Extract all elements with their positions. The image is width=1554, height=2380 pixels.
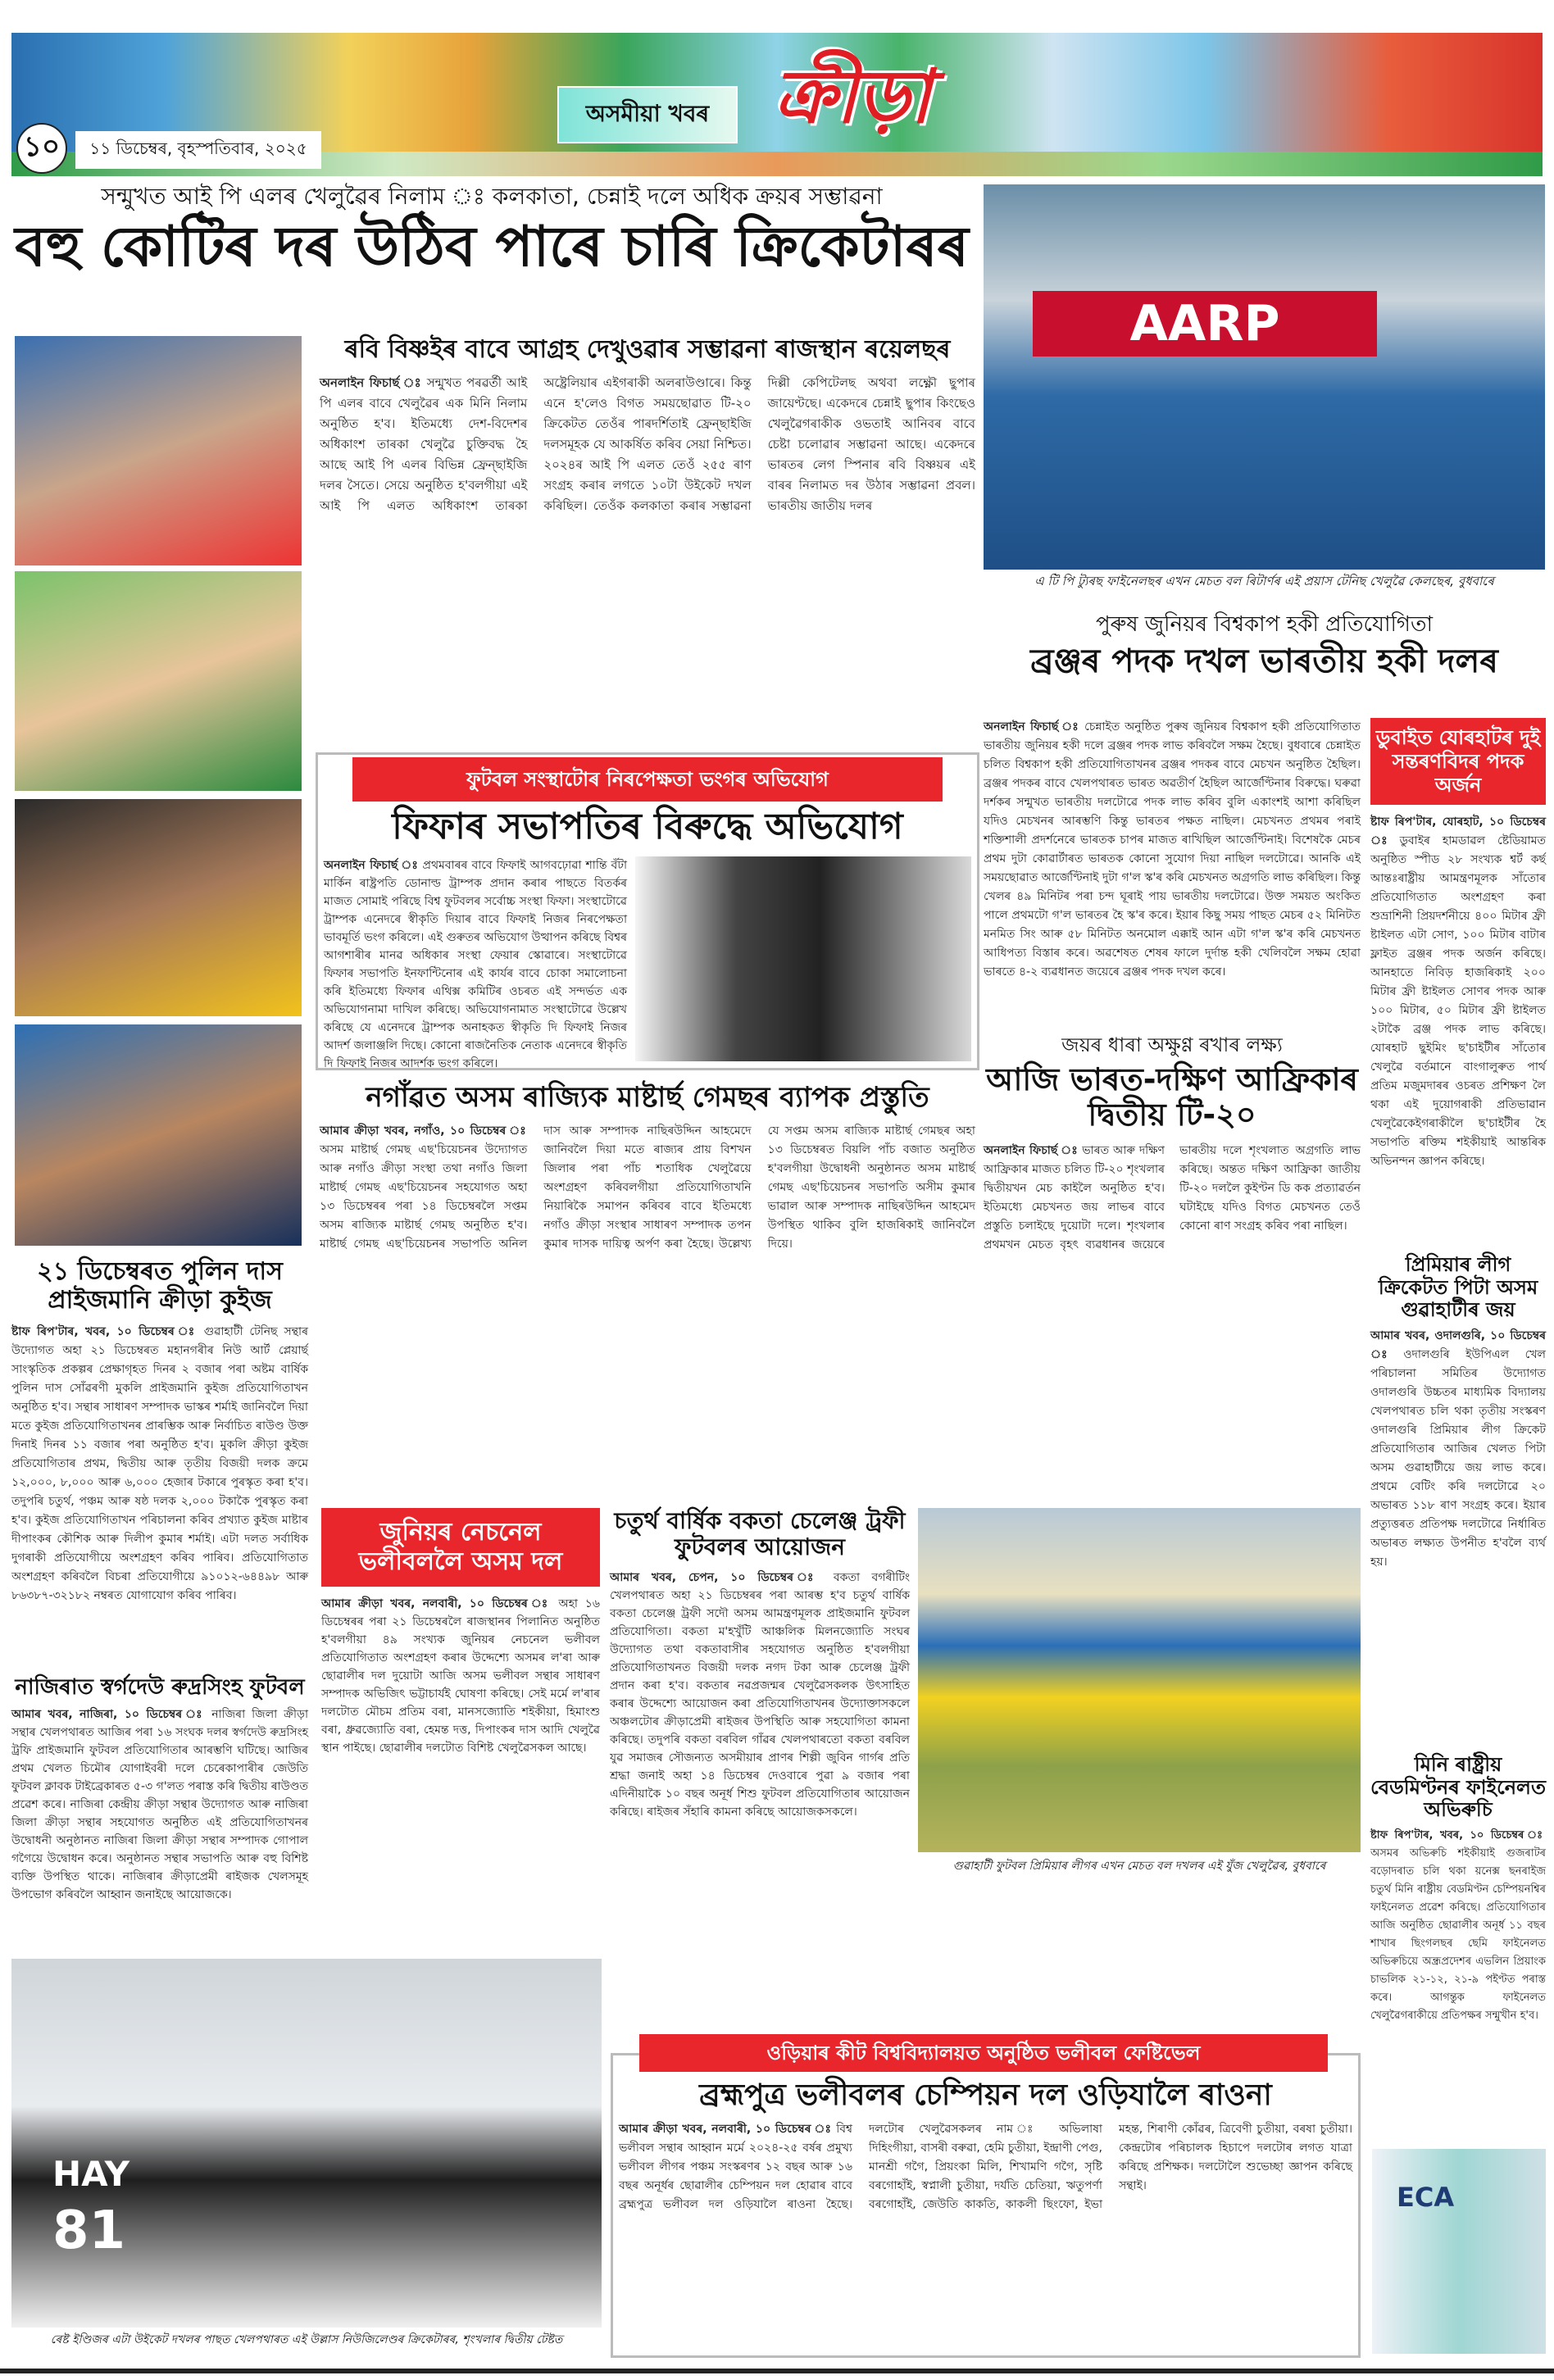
odisha-banner: ওড়িয়াৰ কীট বিশ্ববিদ্যালয়ত অনুষ্ঠিত ভলীবল ফেষ্টিভেল <box>639 2034 1328 2072</box>
badminton-block <box>1370 1754 1546 2143</box>
t20-headline: আজি ভাৰত-দক্ষিণ আফ্ৰিকাৰ দ্বিতীয় টি-২০ <box>986 1061 1358 1133</box>
bokota-headline: চতুৰ্থ বাৰ্ষিক বকতা চেলেঞ্জ ট্ৰফী ফুটবলৰ আয়োজন <box>614 1507 906 1561</box>
junior-volleyball-block <box>321 1508 600 1951</box>
premier-league-body <box>1370 1327 1546 1720</box>
t20-kicker: জয়ৰ ধাৰা অক্ষুণ্ণ ৰখাৰ লক্ষ্য <box>1061 1033 1283 1056</box>
cricket-photo <box>11 1959 602 2328</box>
fifa-content <box>324 856 971 1070</box>
football-caption: গুৱাহাটী ফুটবল প্ৰিমিয়াৰ লীগৰ এখন মেচত বল দখলৰ এই যুঁজ খেলুৱৈৰ, বুধবাৰে <box>952 1860 1326 1873</box>
badminton-body-text: অসমৰ অভিৰুচি শইকীয়াই গুজৰাটৰ বড়োদৰাত চলি থকা য়নেক্স ছনৰাইজ চতুৰ্থ মিনি ৰাষ্ট্ৰীয় বেডমিণ্টন চেম্পিয়নশ্বিৰ ফাইনেলত প্ৰৱেশ কৰিছে। প্ৰতিযোগিতাৰ আজি অনুষ্ঠিত ছোৱালীৰ অনূৰ্ধ ১১ বছৰ শাখাৰ ছিংগলছৰ ছেমি ফাইনেলত অভিৰুচিয়ে অন্ধ্ৰপ্ৰদেশৰ এভলিন প্ৰিয়াংক চাভলিক ২১-১২, ২১-৯ পইণ্টত পৰাস্ত কৰে। আগন্তুক ফাইনেলত খেলুৱৈগৰাকীয়ে প্ৰতিপক্ষৰ সন্মুখীন হ'ব। <box>1370 1846 1546 2022</box>
nazira-body <box>11 1706 308 1919</box>
premier-league-block <box>1370 1254 1546 1746</box>
nagaon-body-text: অসম মাষ্টাৰ্ছ গেমছ এছ'চিয়েচনৰ উদ্যোগত আৰু নগাঁও ক্ৰীড়া সংস্থা তথা নগাঁও জিলা মাষ্টাৰ্ছ গেমছ এছ'চিয়েচনৰ সহযোগত অহা ১৩ ডিচেম্বৰৰ পৰা ১৪ ডিচেম্বৰলৈ সপ্তম অসম ৰাজ্যিক মাষ্টাৰ্ছ গেমছ অনুষ্ঠিত হ'ব। মাষ্টাৰ্ছ গেমছ এছ'চিয়েচনৰ সভাপতি অনিল দাস আৰু সম্পাদক নাছিৰউদ্দিন আহমেদে জানিবলৈ দিয়া মতে ৰাজ্যৰ প্ৰায় বিশখন জিলাৰ পৰা পাঁচ শতাধিক খেলুৱৈয়ে অংশগ্ৰহণ কৰিবলগীয়া প্ৰতিযোগিতাখনি নিয়াৰিকৈ সমাপন কৰিবৰ বাবে ইতিমধ্যে নগাঁও ক্ৰীড়া সংস্থাৰ সাধাৰণ সম্পাদক তপন কুমাৰ দাসক দায়িত্ব অৰ্পণ কৰা হৈছে। উল্লেখ্য যে সপ্তম অসম ৰাজ্যিক মাষ্টাৰ্ছ গেমছৰ অহা ১৩ ডিচেম্বৰত বিয়লি পাঁচ বজাত অনুষ্ঠিত হ'বলগীয়া উদ্বোধনী অনুষ্ঠানত অসম মাষ্টাৰ্ছ গেমছ এছ'চিয়েচনৰ সভাপতি অসীম কুমাৰ ভাৱাল আৰু সম্পাদক নাছিৰউদ্দিন আহমেদ উপস্থিত থাকিব বুলি হাজৰিকাই জানিবলৈ দিয়ে। <box>320 1124 975 1251</box>
bokota-body-text: বকতা বগৰীটিং খেলপথাৰত অহা ২১ ডিচেম্বৰৰ পৰা আৰম্ভ হ'ব চতুৰ্থ বাৰ্ষিক বকতা চেলেঞ্জ ট্ৰফী সদৌ অসম আমন্ত্ৰণমূলক প্ৰাইজমানি ফুটবল প্ৰতিযোগিতা। বকতা ম'হখুঁটি আঞ্চলিক মিলনজ্যোতি সংঘৰ উদ্যোগত তথা বকতাবাসীৰ সহযোগত অনুষ্ঠিত হ'বলগীয়া প্ৰতিযোগিতাখনত বিজয়ী দলক নগদ টকা আৰু চেলেঞ্জ ট্ৰফী প্ৰদান কৰা হ'ব। বকতাৰ নৱপ্ৰজন্মৰ খেলুৱৈসকলক উৎসাহিত কৰাৰ উদ্দেশ্যে আয়োজন কৰা প্ৰতিযোগিতাখনৰ উদ্যোক্তাসকলে অঞ্চলটোৰ ক্ৰীড়াপ্ৰেমী ৰাইজৰ উপস্থিতি আৰু সহযোগিতা কামনা কৰিছে। তদুপৰি বকতা বৰবিল গাঁৱৰ খেলপথাৰতো বকতা বৰবিল যুৱ সমাজৰ সৌজন্যত অসমীয়াৰ প্ৰাণৰ শিল্পী জুবিন গাৰ্গৰ প্ৰতি শ্ৰদ্ধা জনাই অহা ১৪ ডিচেম্বৰ দেওবাৰে পুৱা ৯ বজাৰ পৰা এদিনীয়াকৈ ১০ বছৰ অনূৰ্ধ শিশু ফুটবল প্ৰতিযোগিতাৰ আয়োজন কৰিছে। ৰাইজৰ সঁহাৰি কামনা কৰিছে আয়োজকসকলে। <box>610 1571 910 1819</box>
jersey-number: 81 <box>52 2201 126 2261</box>
player-photo-4 <box>15 1024 302 1246</box>
cricket-caption: ৰেষ্ট ইণ্ডিজৰ এটা উইকেট দখলৰ পাছত খেলপথাৰত এই উল্লাস নিউজিলেণ্ডৰ ক্ৰিকেটাৰৰ, শৃংখলাৰ দ্বিতীয় টেষ্টত <box>50 2333 563 2346</box>
football-photo <box>918 1508 1361 1852</box>
lead-headline: বহু কোটিৰ দৰ উঠিব পাৰে চাৰি ক্ৰিকেটাৰৰ <box>15 215 969 279</box>
lead-kicker: সন্মুখত আই পি এলৰ খেলুৱৈৰ নিলাম ঃ কলকাতা, চেন্নাই দলে অধিক ক্ৰয়ৰ সম্ভাৱনা <box>101 183 883 210</box>
bokota-dateline: আমাৰ খবৰ, চেপন, ১০ ডিচেম্বৰ ঃ <box>610 1571 822 1585</box>
lead-body <box>320 373 975 734</box>
odisha-block <box>619 2078 1352 2352</box>
odisha-body-text: বিশ্ব ভলীবল সন্থাৰ আহ্বান মৰ্মে ২০২৪-২৫ বৰ্ষৰ প্ৰমুখ্য ভলীবল লীগৰ পঞ্চম সংস্কৰণৰ ১২ বছৰ আৰু ১৬ বছৰ অনূৰ্ধৰ ছোৱালীৰ চেম্পিয়ন দল হোৱাৰ বাবে ব্ৰহ্মপুত্ৰ ভলীবল দল ওড়িযালৈ ৰাওনা হৈছে। দলটোৰ খেলুৱৈসকলৰ নাম ঃ অভিলাষা দিহিংগীয়া, বাসৰী বৰুৱা, হেমি চুতীয়া, ইন্দ্ৰাণী পেগু, মানশ্ৰী গগৈ, প্ৰিয়ংকা মিলি, শিখামণি গগৈ, সৃষ্টি বৰগোহাঁই, স্বপ্নালী চুতীয়া, দৰ্যতি চেতিয়া, ঋতুপৰ্ণা বৰগোহাঁই, জেউতি কাকতি, কাকলী ছিংফো, ইভা মহন্ত, শিৰাণী কোঁৱৰ, ত্ৰিবেণী চুতীয়া, বৰষা চুতীয়া। কেন্দ্ৰটোৰ পৰিচালক হিচাপে দলটোৰ লগত যাত্ৰা কৰিছে প্ৰশিক্ষক। দলটোলৈ শুভেচ্ছা জ্ঞাপন কৰিছে সন্থাই। <box>619 2123 1352 2212</box>
quiz-dateline: ষ্টাফ ৰিপ'টাৰ, খবৰ, ১০ ডিচেম্বৰ ঃ <box>11 1325 198 1338</box>
hockey-header <box>984 613 1545 711</box>
eca-logo: ECA <box>1397 2182 1455 2213</box>
lead-body-text: সন্মুখত পৰৱৰ্তী আই পি এলৰ বাবে খেলুৱৈৰ এক মিনি নিলাম অনুষ্ঠিত হ'ব। ইতিমধ্যে দেশ-বিদেশৰ অধিকাংশ তাৰকা খেলুৱৈ চুক্তিবদ্ধ হৈ আছে আই পি এলৰ বিভিন্ন ফ্ৰেন্ছাইজি দলৰ সৈতে। সেয়ে অনুষ্ঠিত হ'বলগীয়া এই আই পি এলত অধিকাংশ তাৰকা অষ্ট্ৰেলিয়াৰ এইগৰাকী অলৰাউণ্ডাৰে। কিন্তু এনে হ'লেও বিগত সময়ছোৱাত টি-২০ ক্ৰিকেটত তেওঁৰ পাৰদৰ্শিতাই ফ্ৰেন্ছাইজি দলসমূহক যে আকৰ্ষিত কৰিব সেয়া নিশ্চিত। ২০২৪ৰ আই পি এলত তেওঁ ২৫৫ ৰাণ সংগ্ৰহ কৰাৰ লগতে ১০টা উইকেট দখল কৰিছিল। তেওঁক কলকাতা কৰাৰ সম্ভাৱনা দিল্লী কেপিটেলছ অথবা লক্ষ্ণৌ ছুপাৰ জায়েণ্টছে। একেদৰে চেন্নাই ছুপাৰ কিংছেও খেলুৱৈগৰাকীক ওভতাই আনিবৰ বাবে চেষ্টা চলোৱাৰ সম্ভাৱনা আছে। একেদৰে ভাৰতৰ লেগ স্পিনাৰ ৰবি বিষ্ণয়ৰ এই বাৰৰ নিলামত দৰ উঠাৰ সম্ভাৱনা প্ৰবল। ভাৰতীয় জাতীয় দলৰ <box>320 375 975 513</box>
hockey-kicker: পুৰুষ জুনিয়ৰ বিশ্বকাপ হকী প্ৰতিযোগিতা <box>1095 612 1434 637</box>
issue-date: ১১ ডিচেম্বৰ, বৃহস্পতিবাৰ, ২০২৫ <box>75 131 321 169</box>
section-logo: ক্ৰীড়া <box>774 54 931 140</box>
publication-name: অসমীয়া খবৰ <box>557 86 738 143</box>
quiz-headline: ২১ ডিচেম্বৰত পুলিন দাস প্ৰাইজমানি ক্ৰীড়া কুইজ <box>37 1257 283 1315</box>
fifa-photo <box>635 856 971 1061</box>
tennis-caption: এ টি পি ট্যুৰছ ফাইনেলছৰ এখন মেচত বল ৰিটাৰ্ণৰ এই প্ৰয়াস টেনিছ খেলুৱৈ কেলছেৰ, বুধবাৰে <box>1034 574 1494 588</box>
nagaon-body <box>320 1122 975 1483</box>
tennis-banner: AARP <box>1033 291 1377 357</box>
t20-body <box>984 1142 1361 1412</box>
junior-volleyball-dateline: আমাৰ ক্ৰীড়া খবৰ, নলবাৰী, ১০ ডিচেম্বৰ ঃ <box>321 1597 552 1610</box>
hockey-headline: ব্ৰঞ্জৰ পদক দখল ভাৰতীয় হকী দলৰ <box>1030 642 1498 680</box>
jersey-name: HAY <box>52 2154 130 2194</box>
t20-block <box>984 1034 1361 1444</box>
badminton-photo <box>1372 2149 1546 2354</box>
badminton-headline: মিনি ৰাষ্ট্ৰীয় বেডমিণ্টনৰ ফাইনেলত অভিৰুচি <box>1370 1753 1546 1822</box>
premier-league-dateline: আমাৰ খবৰ, ওদালগুৰি, ১০ ডিচেম্বৰ ঃ <box>1370 1329 1546 1361</box>
player-photo-2 <box>15 571 302 791</box>
nagaon-headline: নগাঁৱত অসম ৰাজ্যিক মাষ্টাৰ্ছ গেমছৰ ব্যাপক প্ৰস্তুতি <box>366 1081 929 1114</box>
lead-subhead: ৰবি বিষ্ণইৰ বাবে আগ্ৰহ দেখুওৱাৰ সম্ভাৱনা ৰাজস্থান ৰয়েলছৰ <box>344 335 951 364</box>
nazira-body-text: নাজিৰা জিলা ক্ৰীড়া সন্থাৰ খেলপথাৰত আজিৰ পৰা ১৬ সংঘক দলৰ স্বৰ্গদেউ ৰুদ্ৰসিংহ ট্ৰফি প্ৰাইজমানি ফুটবল প্ৰতিযোগিতাৰ আৰম্ভণি ঘটিছে। আজিৰ প্ৰথম খেলত চিমৌৰ যোগাইবৰী দলে চেৰেকাপাৰীৰ জেউতি ফুটবল ক্লাবক টাইব্ৰেকাৰত ৫-৩ গ'লত পৰাস্ত কৰি দ্বিতীয় ৰাউণ্ডত প্ৰৱেশ কৰে। নাজিৰা কেন্দ্ৰীয় ক্ৰীড়া সন্থাৰ উদ্যোগত আৰু নাজিৰা জিলা ক্ৰীড়া সন্থাৰ সহযোগত অনুষ্ঠিত এই প্ৰতিযোগিতাখনৰ উদ্বোধনী অনুষ্ঠানত নাজিৰা জিলা ক্ৰীড়া সন্থাৰ সম্পাদক গোপাল গগৈয়ে উদ্বোধন কৰে। অনুষ্ঠানত সন্থাৰ সভাপতি আৰু বহু বিশিষ্ট ব্যক্তি উপস্থিত থাকে। নাজিৰাৰ ক্ৰীড়াপ্ৰেমী ৰাইজক খেলসমূহ উপভোগ কৰিবলৈ আহ্বান জনাইছে আয়োজকে। <box>11 1707 309 1901</box>
fifa-banner: ফুটবল সংস্থাটোৰ নিৰপেক্ষতা ভংগৰ অভিযোগ <box>352 757 943 802</box>
bottom-rule <box>0 2369 1554 2373</box>
tennis-photo <box>984 184 1545 570</box>
junior-volleyball-body <box>321 1595 600 1923</box>
hockey-dateline: অনলাইন ফিচাৰ্ছ ঃ <box>984 720 1080 734</box>
odisha-headline: ব্ৰহ্মপুত্ৰ ভলীবলৰ চেম্পিয়ন দল ওড়িযালৈ ৰাওনা <box>699 2078 1272 2112</box>
bokota-body <box>610 1569 910 1987</box>
nazira-headline: নাজিৰাত স্বৰ্গদেউ ৰুদ্ৰসিংহ ফুটবল <box>15 1675 305 1700</box>
nazira-block <box>11 1676 308 1951</box>
player-photo-3 <box>15 799 302 1016</box>
page-number: ১০ <box>16 123 67 174</box>
hockey-body-text: চেন্নাইত অনুষ্ঠিত পুৰুষ জুনিয়ৰ বিশ্বকাপ হকী প্ৰতিযোগিতাত ভাৰতীয় জুনিয়ৰ হকী দলে ব্ৰঞ্জৰ পদক লাভ কৰিবলৈ সক্ষম হৈছে। বুধবাৰে চেন্নাইত চলিত বিশ্বকাপ হকী প্ৰতিযোগিতাখনৰ ব্ৰঞ্জৰ পদকৰ বাবে মেচখন অনুষ্ঠিত হৈছিল। ব্ৰঞ্জৰ পদকৰ বাবে খেলপথাৰত ভাৰত অৱতীৰ্ণ হৈছিল আৰ্জেণ্টিনাৰ বিৰুদ্ধে। ঘৰুৱা দৰ্শকৰ সন্মুখত ভাৰতীয় দলটোৱে পদক লাভ কৰিব বুলি একাংশই আশা কৰিছিল যদিও মেচখনৰ আৰম্ভণি কিন্তু ভাৰতৰ পক্ষত নাছিল। মেচখনত প্ৰথমৰ পৰাই শক্তিশালী প্ৰদৰ্শনেৰে ভাৰতক চাপৰ মাজত ৰাখিছিল আৰ্জেণ্টিনাই। বিশেষকৈ মেচৰ প্ৰথম দুটা কোৱাৰ্টাৰত ভাৰতক কোনো সুযোগ দিয়া নাছিল দলটোৱে। আনকি এই সময়ছোৱাত আৰ্জেণ্টিনাই দুটা গ'ল স্ক'ৰ কৰি মেচখনত অগ্ৰগতি লাভ কৰিছিল। কিন্তু খেলৰ ৪৯ মিনিটৰ পৰা চন্দ ঘূৰাই পায় ভাৰতীয় দলটোৱে। উক্ত সময়ত অংকিত পালে প্ৰথমটো গ'ল ভাৰতৰ হৈ স্ক'ৰ কৰে। ইয়াৰ কিছু সময় পাছত মেচৰ ৫২ মিনিটত মনমিত সিং আৰু ৫৮ মিনিটত অনমোল এক্কাই আন এটা গ'ল স্ক'ৰ কৰি মেচখনত আধিপত্য বিস্তাৰ কৰে। অৱশেষত শেষৰ ফালে দুৰ্দান্ত হকী খেলিবলৈ সক্ষম হোৱা ভাৰতে ৪-২ ব্যৱধানত জয়েৰে ব্ৰঞ্জৰ পদক দখল কৰে। <box>984 720 1361 979</box>
nagaon-dateline: আমাৰ ক্ৰীড়া খবৰ, নগাঁও, ১০ ডিচেম্বৰ ঃ <box>320 1124 528 1138</box>
fifa-block <box>324 757 971 1070</box>
hockey-body <box>984 718 1361 1025</box>
odisha-body <box>619 2120 1352 2350</box>
odisha-dateline: আমাৰ ক্ৰীড়া খবৰ, নলবাৰী, ১০ ডিচেম্বৰ ঃ <box>619 2123 832 2137</box>
swimming-headline: ডুবাইত যোৰহাটৰ দুই সন্তৰণবিদৰ পদক অৰ্জন <box>1370 718 1546 805</box>
junior-volleyball-headline: জুনিয়ৰ নেচনেল ভলীবললৈ অসম দল <box>321 1508 600 1587</box>
player-photo-1 <box>15 336 302 565</box>
lead-dateline: অনলাইন ফিচাৰ্ছ ঃ <box>320 375 422 390</box>
junior-volleyball-body-text: অহা ১৬ ডিচেম্বৰৰ পৰা ২১ ডিচেম্বৰলৈ ৰাজস্থানৰ পিলানিত অনুষ্ঠিত হ'বলগীয়া ৪৯ সংখ্যক জুনিয়ৰ নেচনেল ভলীবল প্ৰতিযোগিতাত অংশগ্ৰহণ কৰাৰ উদ্দেশ্যে অসমৰ ল'ৰা আৰু ছোৱালীৰ দল দুয়োটা আজি অসম ভলীবল সন্থাৰ সাধাৰণ সম্পাদক অভিজিৎ ভট্টাচাৰ্যই ঘোষণা কৰিছে। সেই মৰ্মে ল'ৰাৰ দলটোত মৌচম প্ৰতিম বৰা, মানসজ্যোতি শইকীয়া, হিমাংশু বৰা, ধ্ৰুৱজ্যোতি বৰা, হেমন্ত দত্ত, দিপাংকৰ দাস আদি খেলুৱৈ স্থান পাইছে। ছোৱালীৰ দলটোত বিশিষ্ট খেলুৱৈসকল আছে। <box>321 1597 600 1755</box>
nagaon-block <box>320 1082 975 1500</box>
fifa-body-text: প্ৰথমবাৰৰ বাবে ফিফাই আগবঢ়োৱা শান্তি বঁটা মাৰ্কিন ৰাষ্ট্ৰপতি ডোনাল্ড ট্ৰাম্পক প্ৰদান কৰাৰ পাছতে বিতৰ্কৰ মাজত সোমাই পৰিছে বিশ্ব ফুটবলৰ সৰ্বোচ্চ সংস্থা ফিফা। সংস্থাটোৱে ট্ৰাম্পক এনেদৰে স্বীকৃতি দিয়াৰ বাবে ফিফাই নিজৰ নিৰপেক্ষতা ভাবমূৰ্তি ভংগ কৰিলে। এই গুৰুতৰ অভিযোগ উত্থাপন কৰিছে বিশ্বৰ আগশাৰীৰ মানৱ অধিকাৰ সংস্থা ফেয়াৰ স্কোৱাৰে। সংস্থাটোৱে ফিফাৰ সভাপতি ইনফান্টিনোৰ এই কাৰ্যৰ বাবে চোকা সমালোচনা কৰি ইতিমধ্যে ফিফাৰ এথিক্স কমিটিৰ ওচৰত এই সন্দৰ্ভত এক অভিযোগনামা দাখিল কৰিছে। অভিযোগনামাত সংস্থাটোৱে উল্লেখ কৰিছে যে এনেদৰে ট্ৰাম্পক অনাহকত স্বীকৃতি দি ফিফাই নিজৰ আদৰ্শ জলাঞ্জলি দিছে। কোনো ৰাজনৈতিক নেতাক এনেদৰে স্বীকৃতি দি ফিফাই নিজৰ আদৰ্শক ভংগ কৰিলে। <box>324 858 628 1070</box>
premier-league-body-text: ওদালগুৰি ইউপিএল খেল পৰিচালনা সমিতিৰ উদ্যোগত ওদালগুৰি উচ্চতৰ মাধ্যমিক বিদ্যালয় খেলপথাৰত চলি থকা তৃতীয় সংস্কৰণ ওদালগুৰি প্ৰিমিয়াৰ লীগ ক্ৰিকেট প্ৰতিযোগিতাৰ আজিৰ খেলত পিটা অসম গুৱাহাটীয়ে জয় লাভ কৰে। প্ৰথমে বেটিং কৰি দলটোৱে ২০ অভাৰত ১১৮ ৰাণ সংগ্ৰহ কৰে। ইয়াৰ প্ৰত্যুত্তৰত প্ৰতিপক্ষ দলটোৱে নিৰ্ধাৰিত অভাৰত লক্ষ্যত উপনীত হ'বলৈ ব্যৰ্থ হয়। <box>1370 1347 1546 1569</box>
fifa-body <box>324 856 628 1070</box>
badminton-body <box>1370 1827 1546 2122</box>
bokota-block <box>610 1508 910 2024</box>
t20-body-text: ভাৰত আৰু দক্ষিণ আফ্ৰিকাৰ মাজত চলিত টি-২০ শৃংখলাৰ দ্বিতীয়খন মেচ কাইলৈ অনুষ্ঠিত হ'ব। ইতিমধ্যে মেচখনত জয় লাভৰ বাবে প্ৰস্তুতি চলাইছে দুয়োটা দলে। শৃংখলাৰ প্ৰথমখন মেচত বৃহৎ ব্যৱধানৰ জয়েৰে ভাৰতীয় দলে শৃংখলাত অগ্ৰগতি লাভ কৰিছে। অন্তত দক্ষিণ আফ্ৰিকা জাতীয় টি-২০ দললৈ কুইণ্টন ডি কক প্ৰত্যাৱৰ্তন ঘটাইছে যদিও বিগত মেচখনত তেওঁ কোনো ৰাণ সংগ্ৰহ কৰিব পৰা নাছিল। <box>984 1143 1361 1251</box>
fifa-headline: ফিফাৰ সভাপতিৰ বিৰুদ্ধে অভিযোগ <box>392 806 903 847</box>
quiz-body-text: গুৱাহাটী টেনিছ সন্থাৰ উদ্যোগত অহা ২১ ডিচেম্বৰত মহানগৰীৰ নিউ আৰ্ট প্লেয়াৰ্ছ সাংস্কৃতিক প্ৰকল্পৰ প্ৰেক্ষাগৃহত দিনৰ ২ বজাৰ পৰা অষ্টম বাৰ্ষিক পুলিন দাস সোঁৱৰণী মুকলি প্ৰাইজমানি কুইজ প্ৰতিযোগিতাখন অনুষ্ঠিত হ'ব। সন্থাৰ সাধাৰণ সম্পাদক ভাস্কৰ শৰ্মাই জানিবলৈ দিয়া মতে কুইজ প্ৰতিযোগিতাখনৰ প্ৰাৰম্ভিক আৰু নিৰ্বাচিত ৰাউণ্ড উক্ত দিনাই দিনৰ ১১ বজাৰ পৰা অনুষ্ঠিত হ'ব। মুকলি ক্ৰীড়া কুইজ প্ৰতিযোগিতাৰ প্ৰথম, দ্বিতীয় আৰু তৃতীয় বিজয়ী দলক ক্ৰমে ১২,০০০, ৮,০০০ আৰু ৬,০০০ হেজাৰ টকাৰে পুৰস্কৃত কৰা হ'ব। তদুপৰি চতুৰ্থ, পঞ্চম আৰু ষষ্ঠ দলক ২,০০০ টকাকৈ পুৰস্কৃত কৰা হ'ব। কুইজ প্ৰতিযোগিতাখন পৰিচালনা কৰিব প্ৰখ্যাত কুইজ মাষ্টাৰ দীপাংকৰ কৌশিক আৰু দিলীপ কুমাৰ শৰ্মাই। এটা দলত সৰ্বাধিক দুগৰাকী প্ৰতিযোগীয়ে অংশগ্ৰহণ কৰিব পাৰিব। প্ৰতিযোগিতাত অংশগ্ৰহণ কৰিবলৈ বিচৰা প্ৰতিযোগীয়ে ৯১০১২-৬৪৪৯৮ আৰু ৮৬৩৮৭-৩২১৮২ নম্বৰত যোগাযোগ কৰিব পাৰিব। <box>11 1325 308 1602</box>
fifa-dateline: অনলাইন ফিচাৰ্ছ ঃ <box>324 858 419 872</box>
lead-header <box>8 182 975 329</box>
swimming-body-text: ডুবাইৰ হামডাৱল ষ্টেডিয়ামত অনুষ্ঠিত স্পীড ২৮ সংখ্যক শ্বৰ্ট কৰ্ছ আন্তঃৰাষ্ট্ৰীয় আমন্ত্ৰণমূলক সাঁতোৰ প্ৰতিযোগিতাত অংশগ্ৰহণ কৰা শুভ্ৰাশিনী প্ৰিয়দৰ্শনীয়ে ৪০০ মিটাৰ ফ্ৰী ষ্টাইলত এটা সোণ, ১০০ মিটাৰ বাটাৰ ফ্লাইত ব্ৰঞ্জৰ পদক অৰ্জন কৰিছে। আনহাতে নিবিড় হাজৰিকাই ২০০ মিটাৰ ফ্ৰী ষ্টাইলত সোণৰ পদক আৰু ১০০ মিটাৰ, ৫০ মিটাৰ ফ্ৰী ষ্টাইলত ২টাকৈ ব্ৰঞ্জ পদক লাভ কৰিছে। যোৰহাট ছুইমিং ছ'চাইটীৰ সাঁতোৰ খেলুৱৈ বৰ্তমানে বাংগালুৰুত পাৰ্থ প্ৰতিম মজুমদাৰৰ ওচৰত প্ৰশিক্ষণ লৈ থকা এই দুয়োগৰাকী প্ৰতিভাৱান খেলুৱৈকেইগৰাকীলৈ ছ'চাইটীৰ হৈ সভাপতি ৰক্তিম শইকীয়াই আন্তৰিক অভিনন্দন জ্ঞাপন কৰিছে। <box>1370 834 1546 1169</box>
quiz-body <box>11 1323 308 1651</box>
lead-body-block <box>320 336 975 746</box>
swimming-body <box>1370 813 1546 1206</box>
nazira-dateline: আমাৰ খবৰ, নাজিৰা, ১০ ডিচেম্বৰ ঃ <box>11 1707 206 1721</box>
swimming-dateline: ষ্টাফ ৰিপ'টাৰ, যোৰহাট, ১০ ডিচেম্বৰ ঃ <box>1370 815 1546 848</box>
premier-league-headline: প্ৰিমিয়াৰ লীগ ক্ৰিকেটত পিটা অসম গুৱাহাটীৰ জয় <box>1378 1253 1538 1322</box>
quiz-block <box>11 1258 308 1668</box>
swimming-block <box>1370 718 1546 1242</box>
t20-dateline: অনলাইন ফিচাৰ্ছ ঃ <box>984 1143 1079 1157</box>
badminton-dateline: ষ্টাফ ৰিপ'টাৰ, খবৰ, ১০ ডিচেম্বৰ ঃ <box>1370 1828 1546 1842</box>
